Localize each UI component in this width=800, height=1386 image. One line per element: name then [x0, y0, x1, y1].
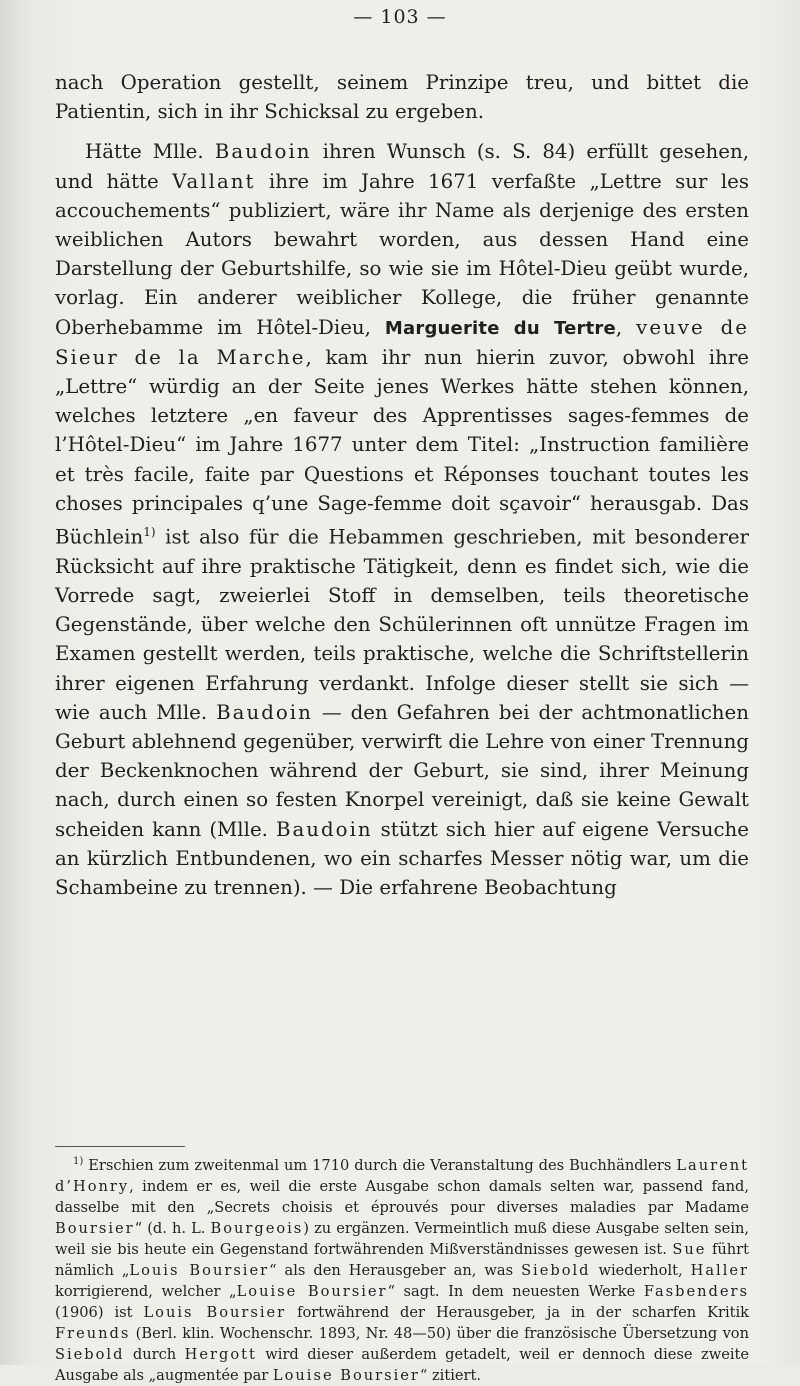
text-run: durch	[124, 1345, 185, 1363]
text-run: “ sagt. In dem neuesten Werke	[387, 1282, 644, 1300]
paragraph-continuation: nach Operation gestellt, seinem Prinzipe treu, und bittet die Patientin, sich in ihr Schicksal zu ergeben.	[55, 71, 749, 124]
person-name: Vallant	[172, 169, 256, 193]
main-text	[55, 68, 749, 902]
footnote	[55, 1151, 749, 1386]
text-run: ist also für die Hebammen geschrieben, mit besonderer Rücksicht auf ihre praktische Tätigkeit, denn es findet sich, wie die Vorrede sagt, zweierlei Stoff in demselben, teils theoretische Gegenstände, über welche den Schülerinnen oft unnütze Fragen im Examen gestellt werden, teils praktische, welche die Schriftstellerin ihrer eigenen Erfahrung verdankt. Infolge dieser stellt sie sich — wie auch Mlle.	[55, 525, 749, 724]
text-run: Hätte Mlle.	[85, 140, 215, 164]
person-name: Haller	[690, 1261, 750, 1279]
text-run: “ zitiert.	[419, 1366, 481, 1384]
text-run: — den Gefahren bei der achtmonatlichen Geburt ablehnend gegenüber, verwirft die Lehre von einer Trennung der Beckenknochen während der Geburt, sie sind, ihrer Meinung nach, durch einen so festen Knorpel vereinigt, daß sie keine Gewalt scheiden kann (Mlle.	[55, 700, 749, 841]
person-name: Laurent d’Honry	[55, 1156, 749, 1195]
person-name: Siebold	[521, 1261, 591, 1279]
text-run: , kam ihr nun hierin zuvor, obwohl ihre „Lettre“ würdig an der Seite jenes Werkes hätte stehen können, welches letztere „en faveur des Apprentisses sages-femmes de l’Hôtel-Dieu“ im Jahre 1677 unter dem Titel: „Instruction familière et très facile, faite par Questions et Réponses touchant toutes les choses principales q’une Sage-femme doit sçavoir“ herausgab. Das Büchlein	[55, 345, 749, 549]
person-name: Louise Boursier	[272, 1366, 420, 1384]
text-run: ) zu ergänzen. Vermeintlich muß diese Ausgabe selten sein, weil sie bis heute ein Gegenstand fortwährenden Mißverständnisses gewesen ist.	[55, 1219, 749, 1258]
footnote-mark: 1)	[73, 1156, 84, 1167]
person-name: Boursier	[55, 1219, 135, 1237]
person-name: Baudoin	[216, 700, 313, 724]
person-name: Baudoin	[214, 140, 312, 164]
person-name: veuve de Sieur de la Marche	[55, 315, 749, 369]
person-name: Sue	[672, 1240, 707, 1258]
person-name: Baudoin	[275, 817, 373, 841]
text-run: stützt sich hier auf eigene Versuche an kürzlich Entbundenen, wo ein scharfes Messer nötig war, um die Schambeine zu trennen). — Die erfahrene Beobachtung	[55, 817, 750, 900]
person-name: Hergott	[184, 1345, 257, 1363]
person-name: Fasbenders	[643, 1282, 749, 1300]
paragraph-main	[55, 137, 749, 902]
person-name: Louis Boursier	[143, 1303, 287, 1321]
text-run: fortwährend der Herausgeber, ja in der scharfen Kritik	[286, 1303, 750, 1321]
text-run: ihren Wunsch (s. S. 84) erfüllt gesehen, und hätte	[55, 140, 749, 193]
text-run: korrigierend, welcher „	[55, 1282, 237, 1300]
text-run: führt nämlich „	[55, 1240, 749, 1279]
text-run: , indem er es, weil die erste Ausgabe schon damals selten war, passend fand, dasselbe mit den „Secrets choisis et éprouvés pour diverses maladies par Madame	[55, 1177, 749, 1216]
text-run: ,	[615, 315, 637, 339]
text-run: wiederholt,	[590, 1261, 691, 1279]
text-run: (Berl. klin. Wochenschr. 1893, Nr. 48—50) über die französische Übersetzung von	[130, 1324, 749, 1342]
page-number: — 103 —	[353, 6, 447, 28]
person-name: Louise Boursier	[236, 1282, 388, 1300]
text-run: (1906) ist	[55, 1303, 144, 1321]
text-run: “ als den Herausgeber an, was	[269, 1261, 522, 1279]
person-name-bold: Marguerite du Tertre	[384, 317, 616, 339]
text-run: “ (d. h. L.	[134, 1219, 211, 1237]
text-run: wird dieser außerdem getadelt, weil er dennoch diese zweite Ausgabe als „augmentée par	[55, 1345, 749, 1384]
person-name: Bourgeois	[210, 1219, 304, 1237]
footnote-divider	[55, 1146, 185, 1147]
person-name: Siebold	[55, 1345, 125, 1363]
text-run: ihre im Jahre 1671 verfaßte „Lettre sur les accouchements“ publiziert, wäre ihr Name als derjenige des ersten weiblichen Autors bewahrt worden, aus dessen Hand eine Darstellung der Geburtshilfe, so wie sie im Hôtel-Dieu geübt wurde, vorlag. Ein anderer weiblicher Kollege, die früher genannte Oberhebamme im Hôtel-Dieu,	[55, 169, 750, 339]
footnote-reference: 1)	[143, 525, 156, 540]
person-name: Louis Boursier	[129, 1261, 270, 1279]
person-name: Freunds	[55, 1324, 131, 1342]
text-run: Erschien zum zweitenmal um 1710 durch die Veranstaltung des Buchhändlers	[83, 1156, 677, 1174]
